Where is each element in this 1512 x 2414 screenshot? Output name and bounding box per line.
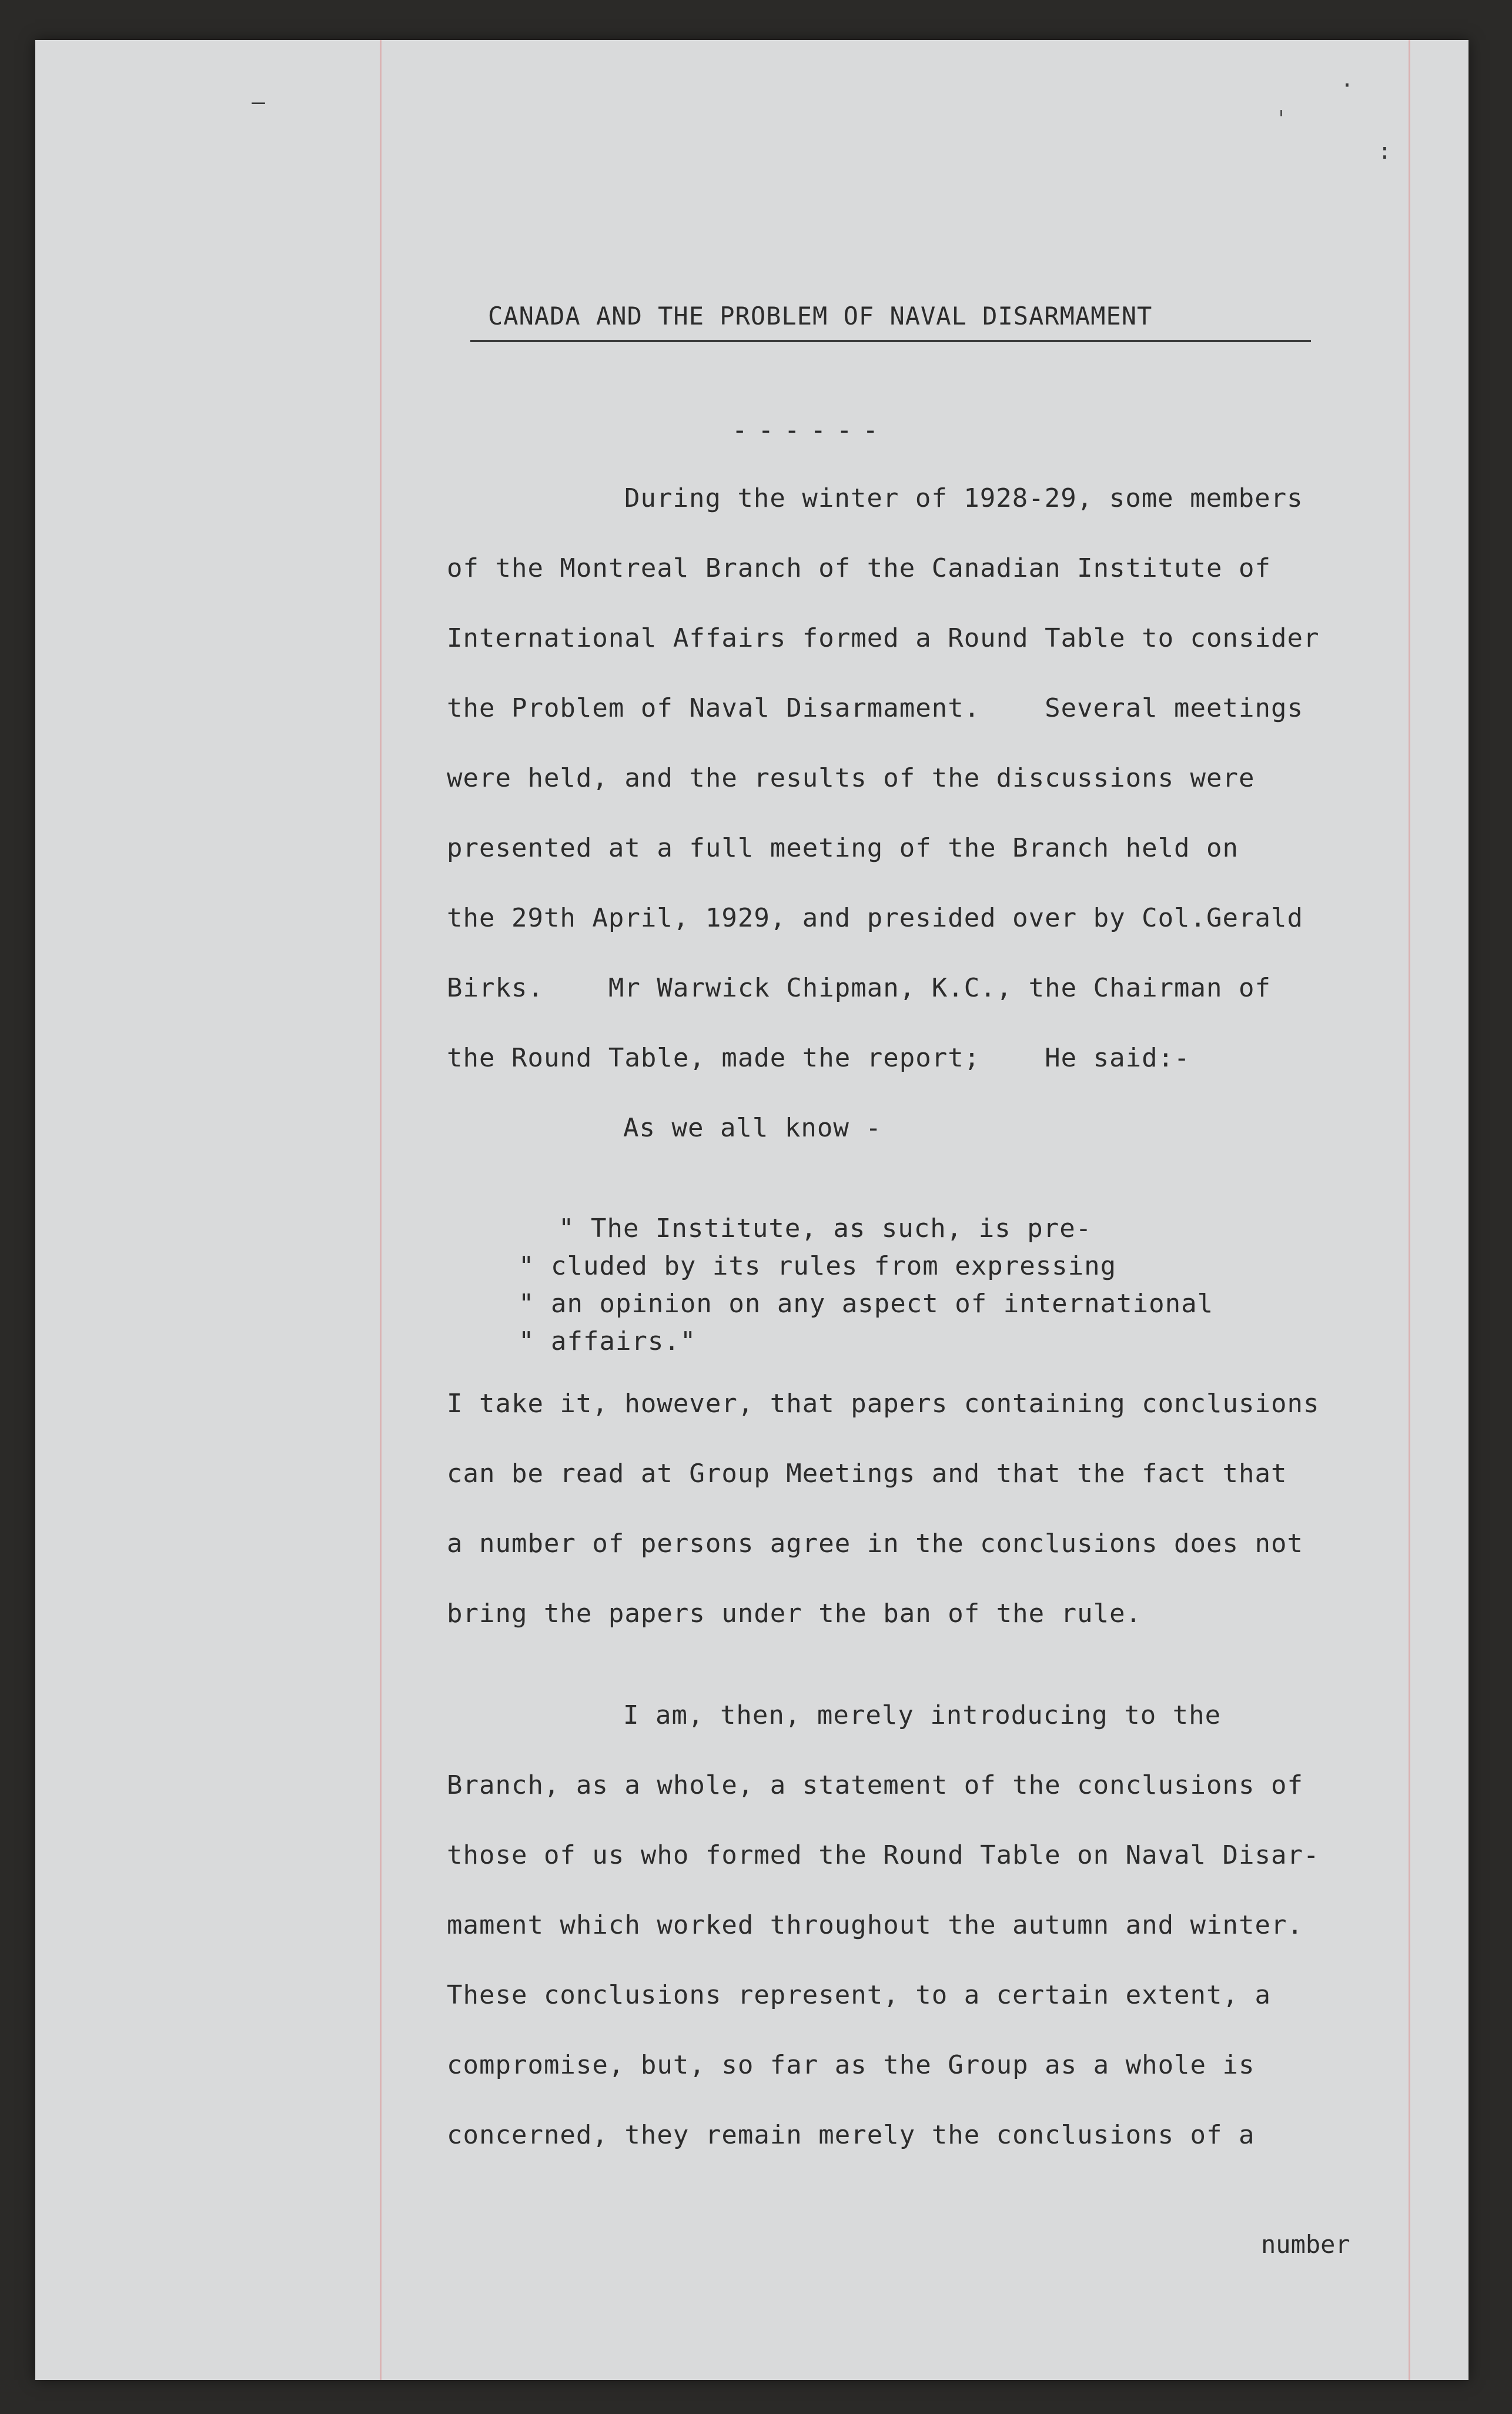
text-line: mament which worked throughout the autumn and winter. <box>447 1910 1303 1940</box>
text-line: presented at a full meeting of the Branch held on <box>447 833 1239 863</box>
text-line: those of us who formed the Round Table on Naval Disar- <box>447 1840 1320 1870</box>
text-line: can be read at Group Meetings and that the fact that <box>447 1459 1287 1489</box>
quote-line: " cluded by its rules from expressing <box>519 1251 1117 1281</box>
text-line: of the Montreal Branch of the Canadian Institute of <box>447 553 1272 583</box>
text-line: compromise, but, so far as the Group as a whole is <box>447 2050 1255 2080</box>
catchword: number <box>1261 2230 1350 2259</box>
text-line: concerned, they remain merely the conclusions of a <box>447 2120 1255 2150</box>
text-line: As we all know - <box>623 1113 882 1143</box>
text-line: I take it, however, that papers containing conclusions <box>447 1389 1320 1419</box>
left-margin-rule <box>380 40 382 2380</box>
document-page <box>35 40 1468 2380</box>
quote-line: " The Institute, as such, is pre- <box>558 1213 1092 1243</box>
paragraph-papers <box>447 1369 1411 1649</box>
text-line: I am, then, merely introducing to the <box>623 1700 1222 1730</box>
text-line: a number of persons agree in the conclusions does not <box>447 1529 1303 1559</box>
text-line: were held, and the results of the discussions were <box>447 763 1255 793</box>
stray-mark: · <box>1340 72 1354 98</box>
quote-line: " an opinion on any aspect of international <box>519 1289 1214 1319</box>
text-line: the Round Table, made the report; He said:- <box>447 1043 1190 1073</box>
separator-dashes: ------ <box>732 415 889 445</box>
text-line: Birks. Mr Warwick Chipman, K.C., the Chairman of <box>447 973 1272 1003</box>
text-line: bring the papers under the ban of the rule. <box>447 1599 1142 1629</box>
text-line: International Affairs formed a Round Table to consider <box>447 623 1320 653</box>
text-line: the Problem of Naval Disarmament. Several meetings <box>447 693 1303 723</box>
stray-mark: ˈ <box>1275 106 1288 132</box>
quote-line: " affairs." <box>519 1326 697 1356</box>
text-line: the 29th April, 1929, and presided over by Col.Gerald <box>447 903 1303 933</box>
text-line: During the winter of 1928-29, some members <box>624 483 1303 513</box>
stray-mark: : <box>1378 138 1391 164</box>
stray-mark: – <box>252 89 265 115</box>
text-line: These conclusions represent, to a certain extent, a <box>447 1980 1272 2010</box>
paragraph-conclusions <box>447 1680 1411 2170</box>
paragraph-intro <box>447 463 1411 1163</box>
quoted-rule <box>519 1210 1213 1360</box>
document-title: CANADA AND THE PROBLEM OF NAVAL DISARMAMENT <box>488 302 1153 330</box>
text-line: Branch, as a whole, a statement of the conclusions of <box>447 1770 1303 1800</box>
title-underline <box>470 340 1311 342</box>
